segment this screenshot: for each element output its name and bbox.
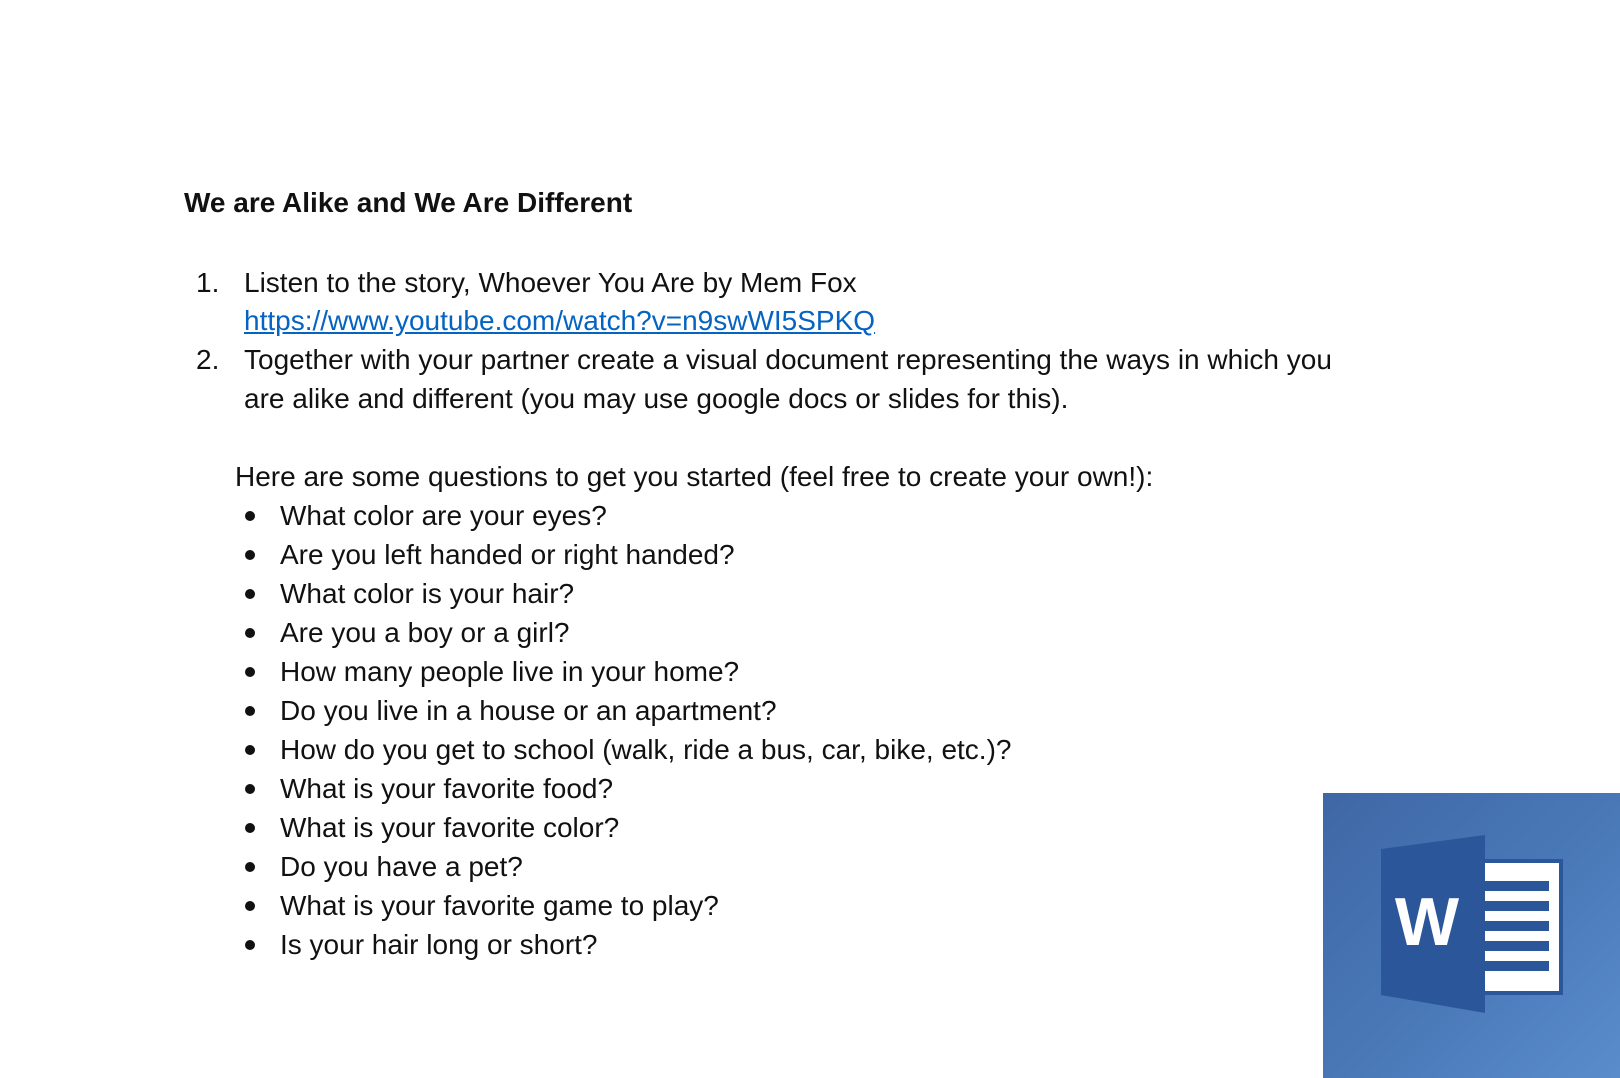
question-text: Do you have a pet? (280, 851, 523, 882)
bullet-icon (245, 862, 255, 872)
bullet-icon (245, 511, 255, 521)
question-item (0, 730, 1300, 769)
list-item-1-text: Listen to the story, Whoever You Are by Mem Fox (244, 267, 857, 298)
question-item (0, 535, 1300, 574)
question-item (0, 496, 1300, 535)
question-text: Do you live in a house or an apartment? (280, 695, 777, 726)
youtube-link[interactable]: https://www.youtube.com/watch?v=n9swWI5SPKQ (244, 305, 876, 336)
question-text: How do you get to school (walk, ride a bus, car, bike, etc.)? (280, 734, 1012, 765)
word-logo-icon (1381, 835, 1571, 1025)
question-text: What is your favorite color? (280, 812, 620, 843)
question-text: What color are your eyes? (280, 500, 607, 531)
word-logo-letter: W (1394, 884, 1460, 960)
bullet-icon (245, 628, 255, 638)
question-text: What is your favorite food? (280, 773, 614, 804)
bullet-icon (245, 784, 255, 794)
bullet-icon (245, 823, 255, 833)
question-item (0, 886, 1300, 925)
question-text: What color is your hair? (280, 578, 575, 609)
question-item (0, 808, 1300, 847)
bullet-icon (245, 940, 255, 950)
list-number-2: 2. (196, 344, 220, 375)
question-item (0, 613, 1300, 652)
questions-intro: Here are some questions to get you started (feel free to create your own!): (235, 461, 1154, 492)
question-item (0, 769, 1300, 808)
list-item-2-line-1: Together with your partner create a visual document representing the ways in which you (244, 344, 1332, 375)
question-item (0, 652, 1300, 691)
question-text: How many people live in your home? (280, 656, 740, 687)
question-item (0, 574, 1300, 613)
bullet-icon (245, 667, 255, 677)
bullet-icon (245, 706, 255, 716)
bullet-icon (245, 901, 255, 911)
question-text: Are you left handed or right handed? (280, 539, 735, 570)
question-item (0, 847, 1300, 886)
bullet-icon (245, 589, 255, 599)
bullet-icon (245, 745, 255, 755)
question-text: What is your favorite game to play? (280, 890, 719, 921)
document-title: We are Alike and We Are Different (184, 187, 633, 218)
question-list (0, 496, 1300, 964)
question-text: Are you a boy or a girl? (280, 617, 570, 648)
list-number-1: 1. (196, 267, 220, 298)
question-item (0, 925, 1300, 964)
question-text: Is your hair long or short? (280, 929, 598, 960)
list-item-2-line-2: are alike and different (you may use google docs or slides for this). (244, 383, 1069, 414)
question-item (0, 691, 1300, 730)
bullet-icon (245, 550, 255, 560)
microsoft-word-icon (1323, 793, 1620, 1078)
